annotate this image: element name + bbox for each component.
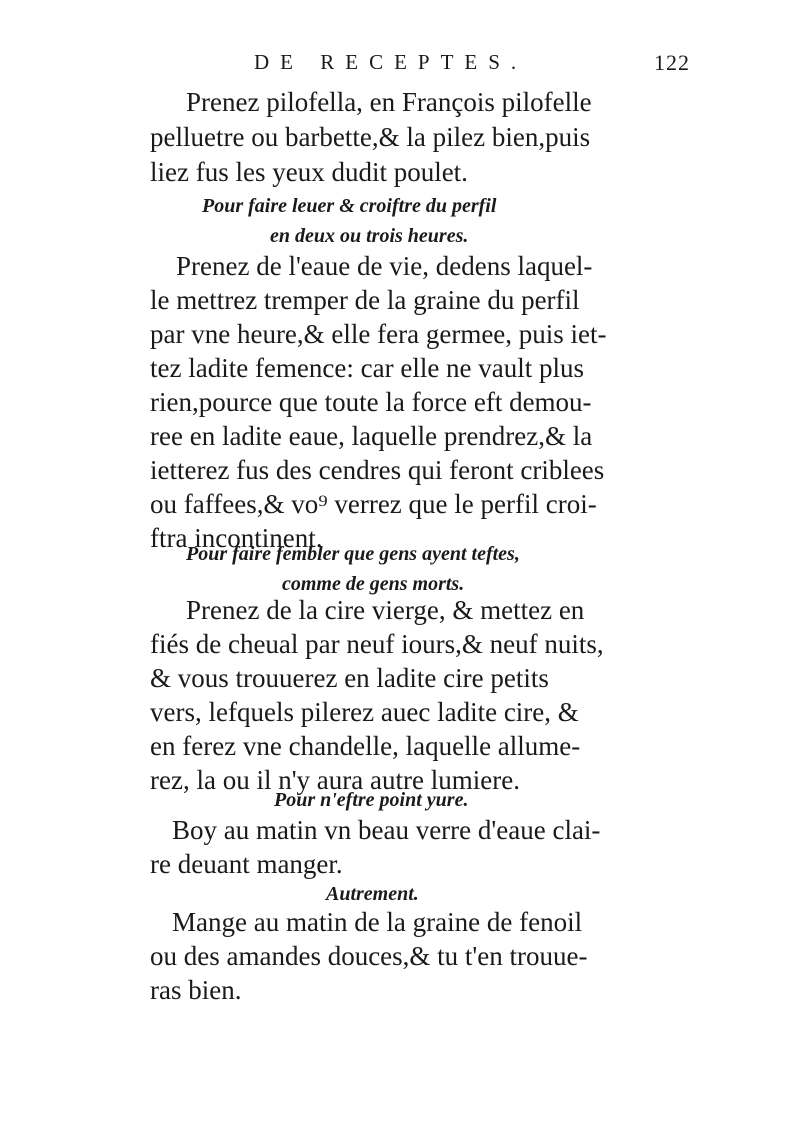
text-line: ras bien. [150,975,242,1005]
text-line: Prenez de l'eaue de vie, dedens laquel- [176,251,593,281]
text-line: & vous trouuerez en ladite cire petits [150,663,549,693]
text-line: re deuant manger. [150,849,343,879]
text-line: Boy au matin vn beau verre d'eaue clai- [172,815,601,845]
recipe-title: Autrement. [326,883,419,905]
text-line: ou des amandes douces,& tu t'en trouue- [150,941,588,971]
text-line: par vne heure,& elle fera germee, puis iet- [150,319,607,349]
text-line: rez, la ou il n'y aura autre lumiere. [150,765,520,795]
text-line: Mange au matin de la graine de fenoil [172,907,583,937]
text-line: pelluetre ou barbette,& la pilez bien,puis [150,122,591,152]
text-line: Prenez pilofella, en François pilofelle [186,87,592,117]
text-line: vers, lefquels pilerez auec ladite cire, & [150,697,579,727]
text-line: rien,pource que toute la force eft demou- [150,387,592,417]
recipe-title: comme de gens morts. [282,573,465,595]
text-line: liez fus les yeux dudit poulet. [150,157,468,187]
text-line: ietterez fus des cendres qui feront criblees [150,455,605,485]
text-line: Prenez de la cire vierge, & mettez en [186,595,585,625]
text-line: ree en ladite eaue, laquelle prendrez,& la [150,421,593,451]
recipe-title: Pour n'eftre point yure. [274,789,469,811]
recipe-title: Pour faire fembler que gens ayent teftes, [186,543,520,565]
running-title: DE RECEPTES. [254,50,528,74]
text-line: tez ladite femence: car elle ne vault plus [150,353,585,383]
recipe-title: en deux ou trois heures. [270,225,469,247]
text-line: fiés de cheual par neuf iours,& neuf nuits, [150,629,604,659]
text-line: en ferez vne chandelle, laquelle allume- [150,731,581,761]
text-line: ftra incontinent. [150,523,323,553]
text-line: le mettrez tremper de la graine du perfil [150,285,580,315]
text-line: ou faffees,& vo⁹ verrez que le perfil croi- [150,489,597,519]
recipe-title: Pour faire leuer & croiftre du perfil [202,195,497,217]
page-number: 122 [654,50,690,75]
